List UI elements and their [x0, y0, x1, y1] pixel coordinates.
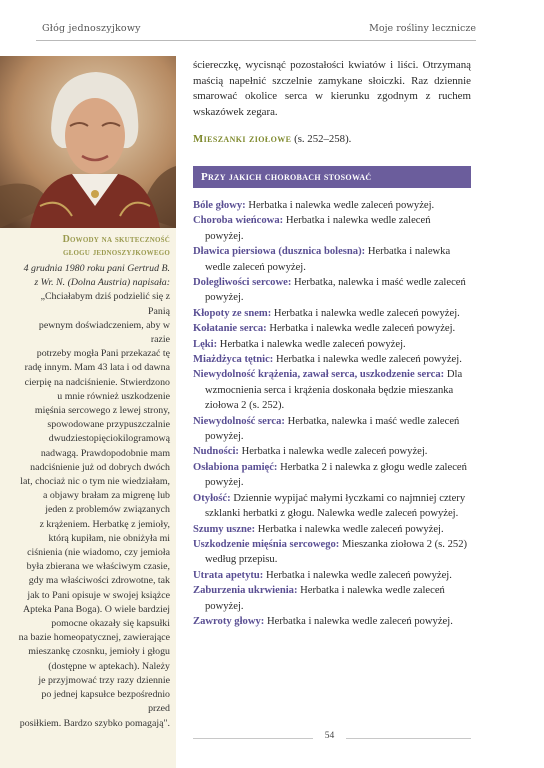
testimonial-body [18, 290, 170, 730]
mixtures-page-ref: (s. 252–258). [294, 133, 352, 146]
ailment-item [193, 444, 471, 459]
main-column [193, 58, 471, 629]
testimonial-line: pomocne okazały się kapsułki [51, 618, 170, 630]
ailment-item [193, 367, 471, 413]
ailment-remedy: Herbatka i nalewka wedle zaleceń powyżej. [205, 246, 451, 273]
testimonial-line: gdy ma właściwości zdrowotne, tak [28, 575, 170, 587]
mixtures-reference [193, 132, 471, 148]
ailment-term: Choroba wieńcowa: [193, 215, 284, 227]
testimonial-line: jeden z problemów związanych [45, 504, 170, 516]
ailment-item [193, 614, 471, 629]
ailment-remedy: Herbatka i nalewka wedle zaleceń powyżej. [266, 615, 453, 627]
testimonial-text [18, 234, 170, 731]
testimonial-line: nadciśnienie już od dobrych dwóch [30, 461, 170, 473]
testimonial-line: a objawy brałam za migrenę lub [43, 490, 170, 502]
ailment-remedy: Herbatka, nalewka i maść wedle zaleceń powyżej. [205, 277, 466, 304]
portrait-illustration [0, 56, 176, 228]
testimonial-line: radę innym. Mam 43 lata i od dawna [24, 362, 170, 374]
ailment-term: Osłabiona pamięć: [193, 461, 278, 473]
ailment-remedy: Dla wzmocnienia serca i krążenia doskonała będzie mieszanka ziołowa 2 (s. 252). [205, 369, 463, 412]
ailment-remedy: Herbatka i nalewka wedle zaleceń powyżej. [219, 338, 406, 350]
testimonial-line: ciśnienia (nie wiadomo, czy jemioła [27, 547, 170, 559]
ailment-item [193, 460, 471, 491]
testimonial-line: z krążeniem. Herbatkę z jemioły, [39, 518, 170, 530]
testimonial-intro: 4 grudnia 1980 roku pani Gertrud B. z Wr. N. (Dolna Austria) napisała: [23, 263, 170, 289]
testimonial-line: potrzeby mogła Pani przekazać tę [36, 348, 170, 360]
ailment-item [193, 491, 471, 522]
ailment-term: Kołatanie serca: [193, 323, 267, 335]
testimonial-line: dwudziestopięciokilogramową [48, 433, 170, 445]
ailment-item [193, 198, 471, 213]
ailment-remedy: Herbatka i nalewka wedle zaleceń powyżej. [241, 446, 428, 458]
ailment-remedy: Herbatka i nalewka wedle zaleceń powyżej. [205, 215, 431, 242]
ailment-remedy: Herbatka 2 i nalewka z głogu wedle zaleceń powyżej. [205, 461, 467, 489]
ailment-term: Niewydolność krążenia, zawał serca, uszkodzenie serca: [193, 369, 445, 381]
ailment-item [193, 321, 471, 336]
author-portrait [0, 56, 176, 228]
ailment-term: Zaburzenia ukrwienia: [193, 585, 298, 597]
testimonial-line: jak to Pani opisuje w swojej książce [27, 589, 170, 601]
testimonial-line: nadwagą. Prawdopodobnie mam [40, 447, 170, 459]
ailment-term: Utrata apetytu: [193, 569, 264, 581]
ailment-item [193, 568, 471, 583]
testimonial-line: lat, chociaż nic o tym nie wiedziałam, [20, 476, 170, 488]
ailment-item [193, 275, 471, 306]
ailment-remedy: Dziennie wypijać małymi łyczkami co najmniej cztery szklanki herbatki z głogu. Nalewka wedle zaleceń powyżej. [205, 492, 466, 520]
ailment-term: Uszkodzenie mięśnia sercowego: [193, 538, 340, 550]
ailment-remedy: Herbatka i nalewka wedle zaleceń powyżej. [269, 323, 456, 335]
ailment-item [193, 583, 471, 614]
ailment-remedy: Mieszanka ziołowa 2 (s. 252) według przepisu. [205, 538, 468, 566]
testimonial-line: „Chciałabym dziś podzielić się z Panią [40, 291, 170, 317]
ailment-remedy: Herbatka i nalewka wedle zaleceń powyżej. [248, 199, 435, 211]
ailment-term: Kłopoty ze snem: [193, 307, 272, 319]
testimonial-line: spowodowane przypuszczalnie [47, 419, 170, 431]
header-divider [36, 40, 476, 41]
testimonial-line: posiłkiem. Bardzo szybko pomagają". [19, 717, 170, 729]
ailment-term: Niewydolność serca: [193, 415, 285, 427]
footer-divider-right [346, 738, 471, 739]
testimonial-heading [18, 234, 170, 259]
ailment-remedy: Herbatka i nalewka wedle zaleceń powyżej. [205, 585, 445, 612]
ailment-remedy: Herbatka i nalewka wedle zaleceń powyżej. [257, 523, 444, 535]
testimonial-line: (dostępne w aptekach). Należy [48, 660, 170, 672]
testimonial-line: po jednej kapsułce bezpośrednio przed [41, 689, 170, 715]
testimonial-line: była zbierana we właściwym czasie, [26, 561, 170, 573]
ailment-item [193, 352, 471, 367]
ailment-item [193, 522, 471, 537]
ailment-item [193, 306, 471, 321]
ailment-term: Nudności: [193, 446, 239, 458]
testimonial-line: cierpię na nadciśnienie. Stwierdzono [24, 376, 170, 388]
ailment-item [193, 213, 471, 244]
testimonial-line: je przyjmować trzy razy dziennie [38, 674, 170, 686]
ailment-remedy: Herbatka i nalewka wedle zaleceń powyżej. [265, 569, 452, 581]
page-number: 54 [324, 731, 335, 741]
ailment-term: Dolegliwości sercowe: [193, 277, 292, 288]
section-banner: Przy jakich chorobach stosować [193, 166, 471, 188]
ailment-item [193, 244, 471, 275]
testimonial-line: którą kupiłam, nie obniżyła mi [48, 532, 170, 544]
testimonial-heading-line-1: Dowody na skuteczność [62, 234, 170, 245]
ailment-term: Zawroty głowy: [193, 615, 265, 627]
ailment-item [193, 337, 471, 352]
intro-paragraph: ściereczkę, wycisnąć pozostałości kwiatów i liści. Otrzymaną maścią napełnić szczelnie zamykane słoiczki. Raz dziennie smarować okolice serca w kierunku zgodnym z ruchem wskazówek zegara. [193, 59, 471, 118]
ailment-term: Lęki: [193, 338, 218, 350]
ailment-remedy: Herbatka, nalewka i maść wedle zaleceń powyżej. [205, 415, 460, 443]
testimonial-heading-line-2: głogu jednoszyjkowego [62, 246, 170, 258]
testimonial-line: mięśnia sercowego z lewej strony, [34, 405, 170, 417]
testimonial-line: na bazie homeopatycznej, zawierające [18, 632, 170, 644]
testimonial-line: u mnie również uszkodzenie [57, 390, 170, 402]
ailment-term: Szumy uszne: [193, 523, 256, 535]
ailment-term: Dławica piersiowa (dusznica bolesna): [193, 246, 366, 258]
running-title-right: Moje rośliny lecznicze [369, 23, 476, 34]
ailment-term: Miażdżyca tętnic: [193, 354, 274, 366]
testimonial-line: pewnym doświadczeniem, aby w razie [38, 319, 170, 346]
ailment-item [193, 414, 471, 445]
footer-divider-left [193, 738, 313, 739]
ailment-item [193, 537, 471, 568]
page-header [0, 0, 544, 40]
ailment-term: Bóle głowy: [193, 199, 246, 211]
ailment-remedy: Herbatka i nalewka wedle zaleceń powyżej. [275, 354, 462, 366]
ailment-list [193, 198, 471, 629]
mixtures-label: Mieszanki ziołowe [193, 133, 292, 146]
ailment-remedy: Herbatka i nalewka wedle zaleceń powyżej. [273, 307, 460, 319]
testimonial-line: mieszankę czosnku, jemioły i głogu [28, 646, 170, 658]
ailment-term: Otyłość: [193, 492, 231, 504]
testimonial-line: Apteka Pana Boga). O wiele bardziej [23, 603, 170, 615]
running-title-left: Głóg jednoszyjkowy [42, 23, 141, 34]
